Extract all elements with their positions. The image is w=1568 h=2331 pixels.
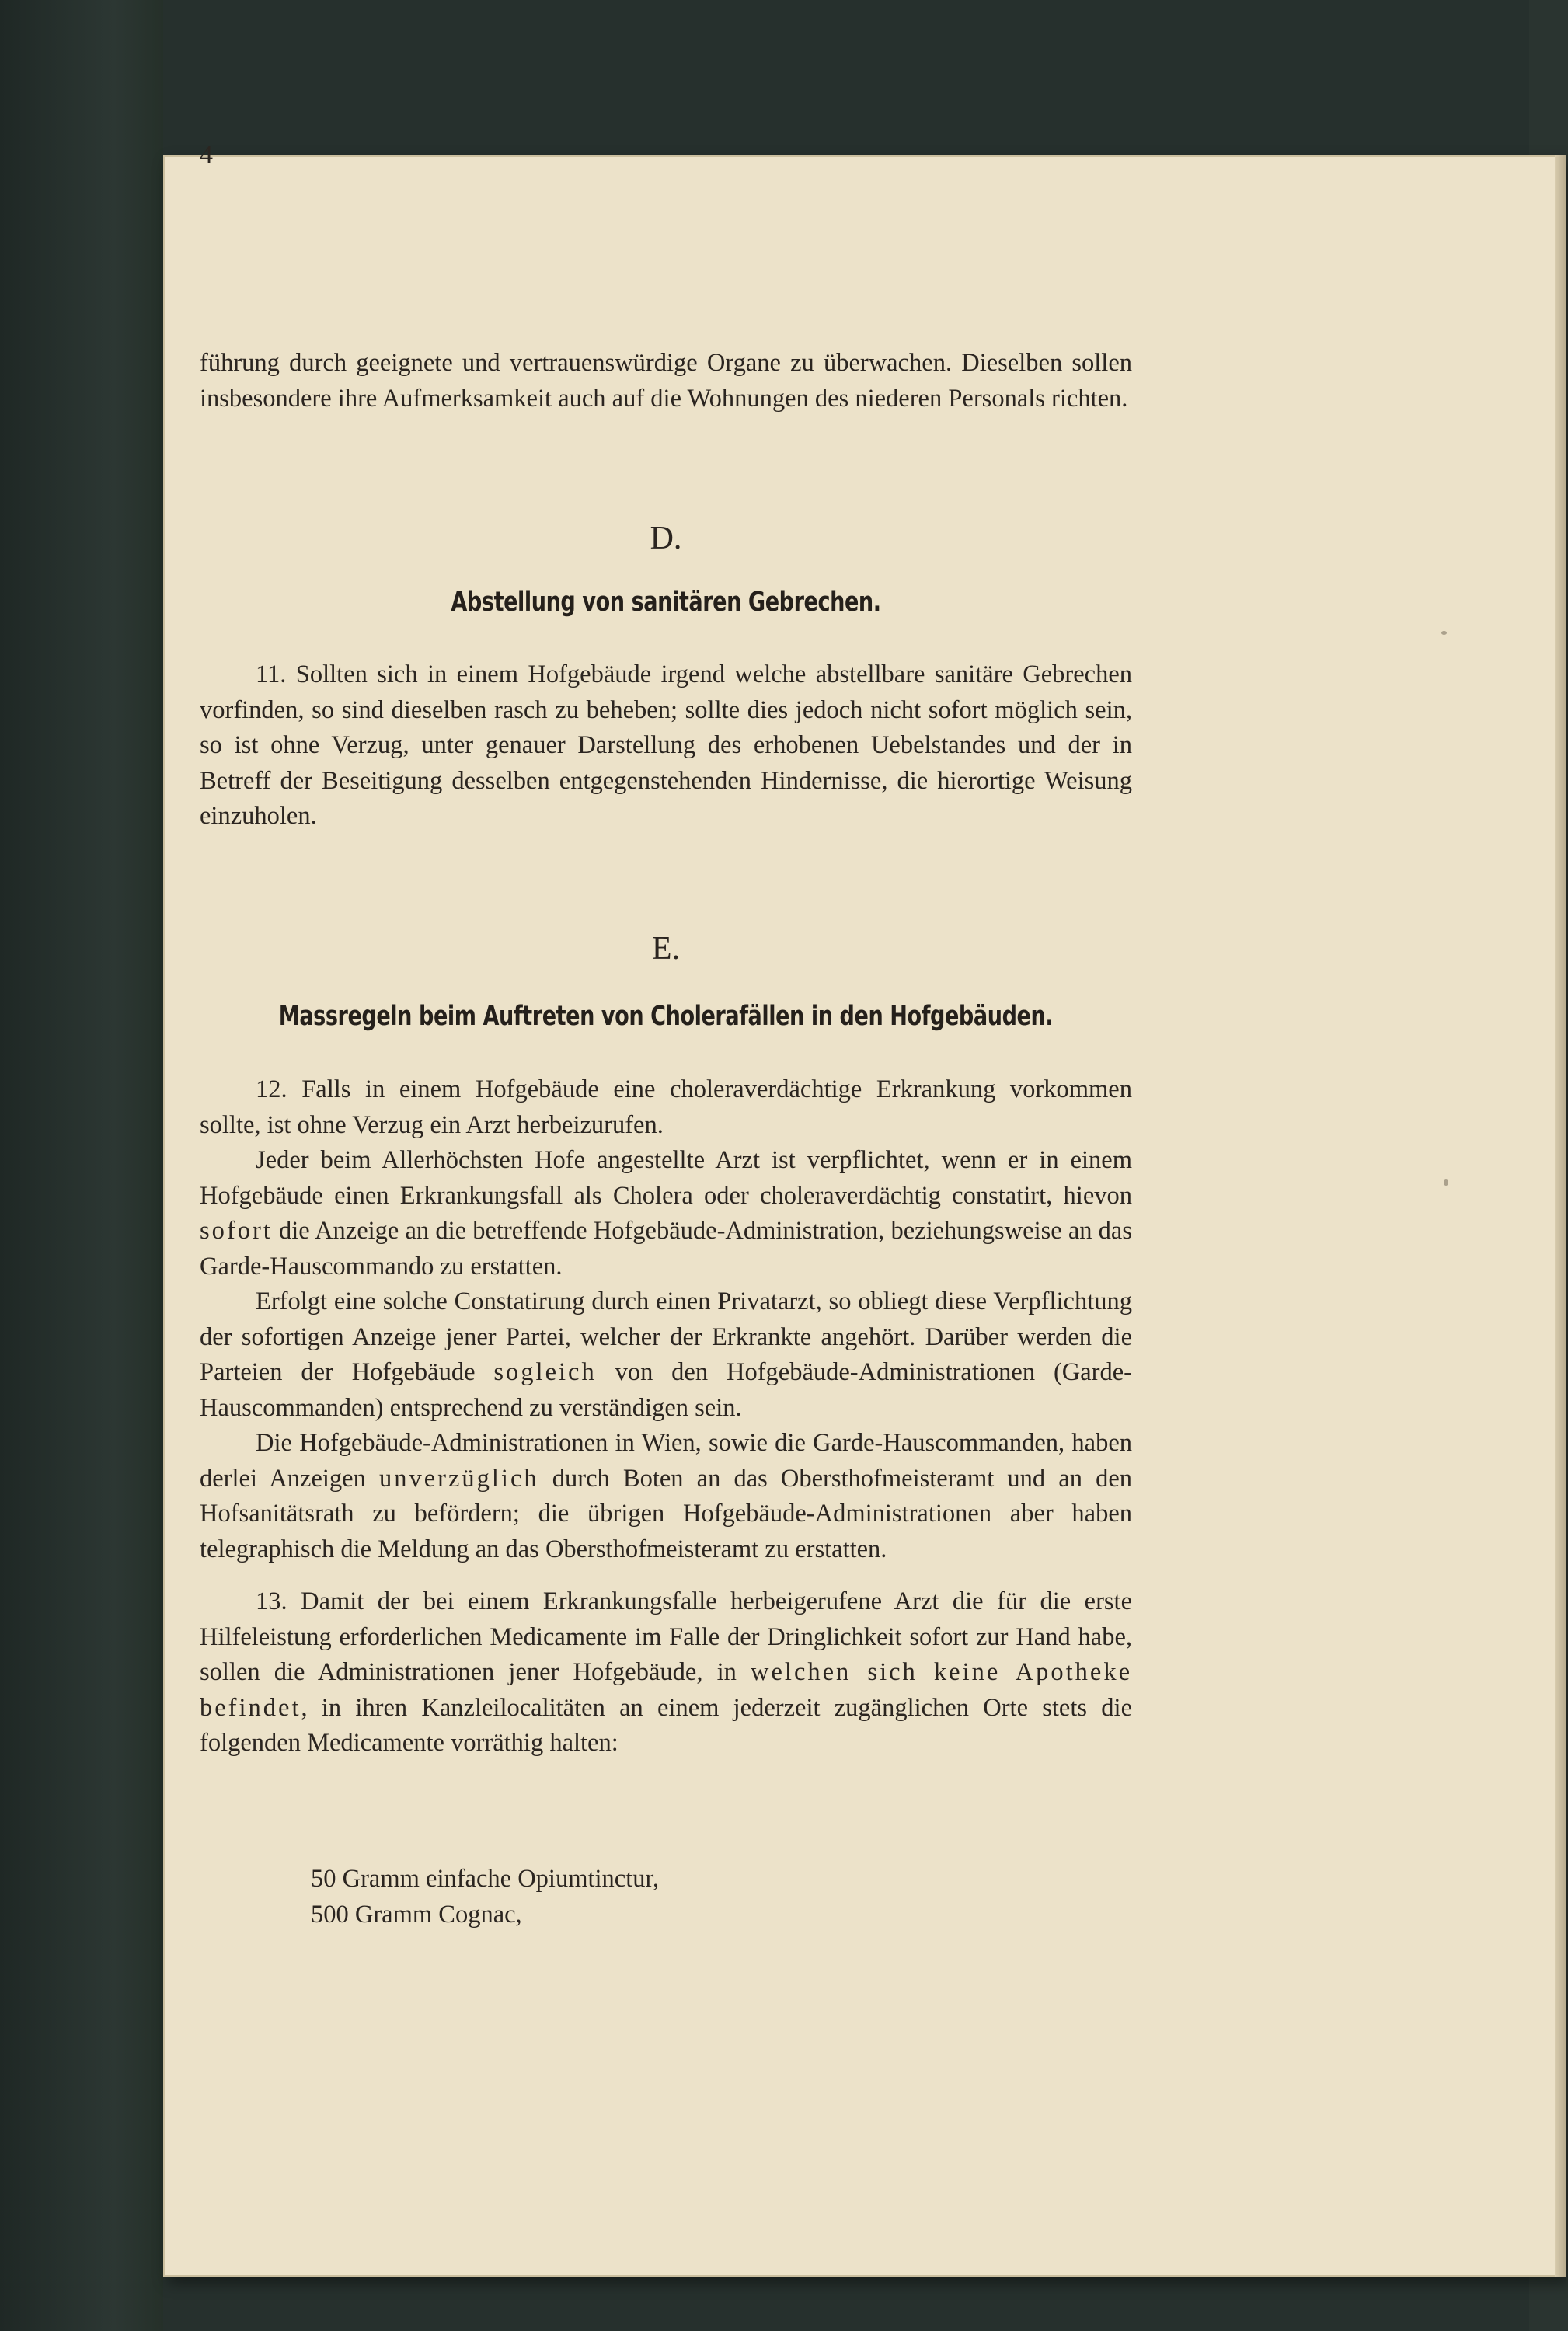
scan-backdrop [0,0,163,2331]
paragraph-13-emphasis: welchen sich keine Apotheke befindet [200,1658,1132,1722]
medicament-item: 500 Gramm Cognac, [311,1901,522,1929]
paragraph-12c [200,1284,1132,1426]
paragraph-12d-emphasis: unverzüglich [378,1464,539,1493]
paragraph-13-pre: 13. Damit der bei einem Erkrankungsfalle herbeigerufene Arzt die für die erste Hilfeleistung erforderlichen Medicamente im Falle der Dringlichkeit sofort zur Hand habe, sollen die Administrationen jener Hofgebäude, in [200,1587,1132,1686]
paragraph-12b [200,1143,1132,1284]
section-e-letter: E. [651,931,681,967]
intro-text: führung durch geeignete und vertrauenswürdige Organe zu überwachen. Dieselben sollen insbesondere ihre Aufmerksamkeit auch auf die Wohnungen des niederen Personals richten. [200,349,1132,413]
paragraph-12c-post: von den Hofgebäude-Administrationen (Garde-Hauscommanden) entsprechend zu verständigen sein. [200,1358,1132,1422]
paragraph-12d [200,1426,1132,1567]
paragraph-12c-pre: Erfolgt eine solche Constatirung durch einen Privatarzt, so obliegt diese Verpflichtung der sofortigen Anzeige jener Partei, welcher der Erkrankte angehört. Darüber werden die Parteien der Hofgebäude [200,1287,1132,1386]
medicament-list [311,1861,659,1932]
section-d-title: Abstellung von sanitären Gebrechen. [451,587,881,618]
section-e-body [200,1072,1132,1761]
paragraph-12d-post: durch Boten an das Obersthofmeisteramt und an den Hofsanitätsrath zu befördern; die übrigen Hofgebäude-Administrationen aber haben telegraphisch die Meldung an das Obersthofmeisteramt zu erstatten. [200,1464,1132,1563]
paragraph-12b-pre: Jeder beim Allerhöchsten Hofe angestellte Arzt ist verpflichtet, wenn er in einem Hofgebäude einen Erkrankungsfall als Cholera oder choleraverdächtig constatirt, hievon [200,1146,1132,1210]
paper-speck [1441,631,1447,635]
paragraph-12d-pre: Die Hofgebäude-Administrationen in Wien, sowie die Garde-Hauscommanden, haben derlei Anzeigen [200,1429,1132,1493]
section-d-letter: D. [650,521,682,556]
paragraph-11 [200,657,1132,834]
paragraph-13 [200,1584,1132,1761]
paragraph-11-text: 11. Sollten sich in einem Hofgebäude irgend welche abstellbare sanitäre Gebrechen vorfinden, so sind dieselben rasch zu beheben; sollte dies jedoch nicht sofort möglich sein, so ist ohne Verzug, unter genauer Darstellung des erhobenen Uebelstandes und der in Betreff der Beseitigung desselben entgegenstehenden Hindernisse, die hierortige Weisung einzuholen. [200,660,1132,830]
paragraph-12c-emphasis: sogleich [493,1358,597,1386]
paragraph-12b-emphasis: sofort [200,1217,273,1245]
paragraph-12b-post: die Anzeige an die betreffende Hofgebäude-Administration, beziehungsweise an das Garde-Hauscommando zu erstatten. [200,1217,1132,1280]
paper-speck [1444,1179,1448,1186]
page-number: 4 [200,141,213,169]
paragraph-12a: 12. Falls in einem Hofgebäude eine choleraverdächtige Erkrankung vorkommen sollte, ist ohne Verzug ein Arzt herbeizurufen. [200,1075,1132,1139]
section-e-title: Massregeln beim Auftreten von Cholerafällen in den Hofgebäuden. [278,1001,1054,1032]
paragraph-13-post: , in ihren Kanzleilocalitäten an einem jederzeit zugänglichen Orte stets die folgenden Medicamente vorräthig halten: [200,1693,1132,1757]
intro-paragraph [200,346,1132,416]
page-edge [1555,155,1566,2277]
medicament-item: 50 Gramm einfache Opiumtinctur, [311,1865,660,1893]
